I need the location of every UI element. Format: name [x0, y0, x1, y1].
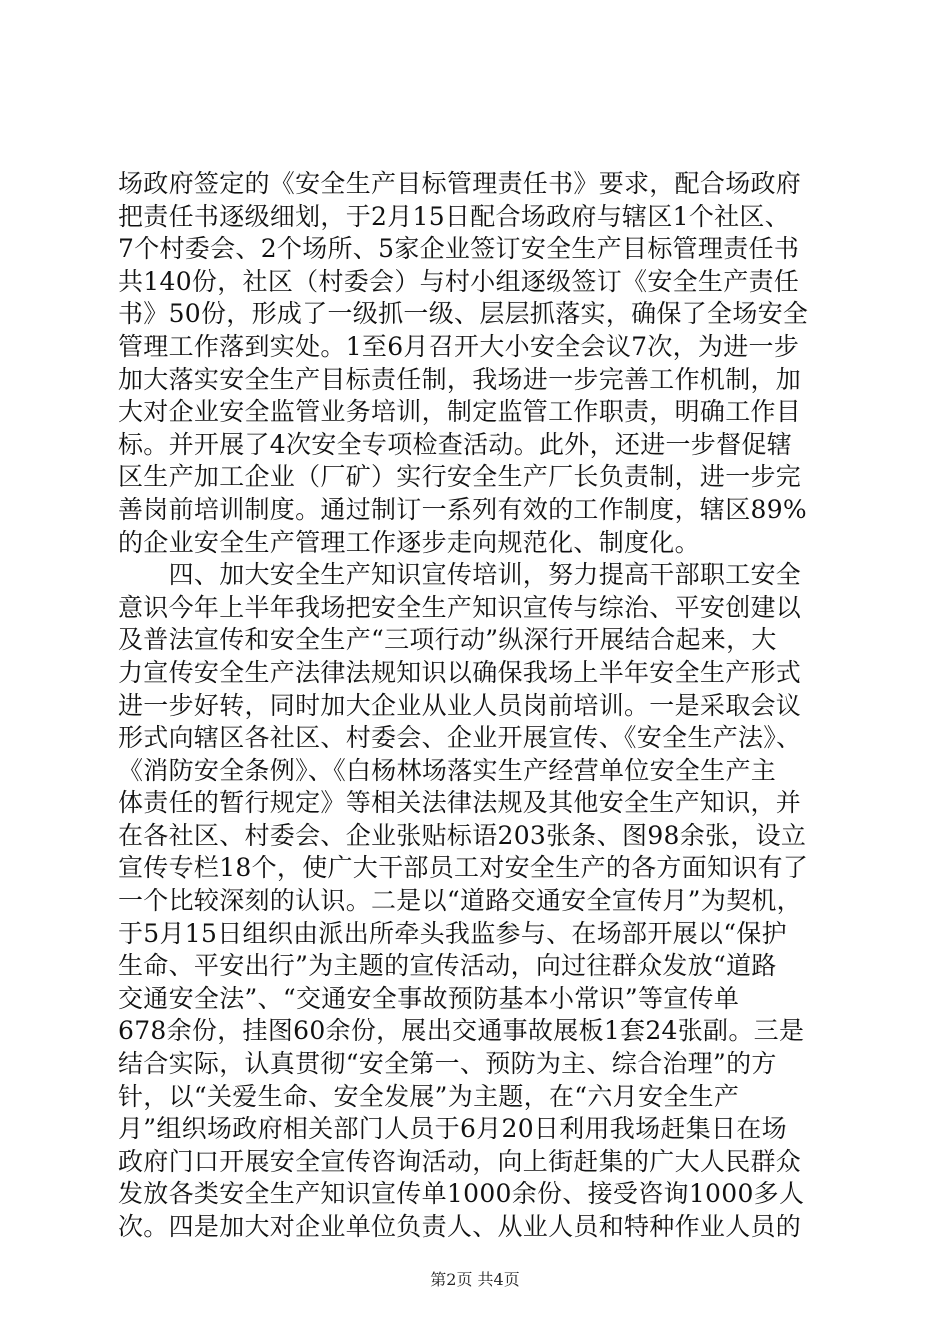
text-line: 于5月15日组织由派出所牵头我监参与、在场部开展以“保护 [118, 918, 787, 948]
text-line: 月”组织场政府相关部门人员于6月20日利用我场赶集日在场 [118, 1114, 787, 1144]
text-line: 次。四是加大对企业单位负责人、从业人员和特种作业人员的 [118, 1212, 802, 1241]
text-line: 意识今年上半年我场把安全生产知识宣传与综治、平安创建以 [118, 592, 802, 622]
text-line: 把责任书逐级细划，于2月15日配合场政府与辖区1个社区、 [118, 201, 791, 231]
text-line: 宣传专栏18个，使广大干部员工对安全生产的各方面知识有了 [118, 853, 809, 883]
text-line: 一个比较深刻的认识。二是以“道路交通安全宣传月”为契机， [118, 886, 802, 916]
text-line: 生命、平安出行”为主题的宣传活动，向过往群众发放“道路 [118, 951, 777, 981]
text-line: 管理工作落到实处。1至6月召开大小安全会议7次，为进一步 [118, 331, 800, 361]
text-line: 力宣传安全生产法律法规知识以确保我场上半年安全生产形式 [118, 657, 802, 687]
text-line: 体责任的暂行规定》等相关法律法规及其他安全生产知识，并 [118, 788, 802, 818]
text-line: 针，以“关爱生命、安全发展”为主题，在“六月安全生产 [118, 1081, 740, 1111]
text-line: 区生产加工企业（厂矿）实行安全生产厂长负责制，进一步完 [118, 462, 802, 492]
text-line: 四、加大安全生产知识宣传培训，努力提高干部职工安全 [118, 560, 802, 590]
text-line: 进一步好转，同时加大企业从业人员岗前培训。一是采取会议 [118, 690, 802, 720]
text-line: 在各社区、村委会、企业张贴标语203张条、图98余张，设立 [118, 820, 807, 850]
text-line: 标。并开展了4次安全专项检查活动。此外，还进一步督促辖 [118, 429, 793, 459]
text-line: 善岗前培训制度。通过制订一系列有效的工作制度，辖区89% [118, 494, 807, 524]
text-line: 形式向辖区各社区、村委会、企业开展宣传、《安全生产法》、 [118, 723, 802, 753]
text-line: 结合实际，认真贯彻“安全第一、预防为主、综合治理”的方 [118, 1049, 777, 1079]
text-line: 发放各类安全生产知识宣传单1000余份、接受咨询1000多人 [118, 1179, 805, 1209]
text-line: 678余份，挂图60余份，展出交通事故展板1套24张副。三是 [118, 1016, 805, 1046]
text-line: 政府门口开展安全宣传咨询活动，向上街赶集的广大人民群众 [118, 1146, 802, 1176]
text-line: 场政府签定的《安全生产目标管理责任书》要求，配合场政府 [118, 169, 802, 198]
text-line: 大对企业安全监管业务培训，制定监管工作职责，明确工作目 [118, 397, 802, 427]
text-line: 书》50份，形成了一级抓一级、层层抓落实，确保了全场安全 [118, 299, 809, 329]
page-footer: 第2页 共4页 [430, 1270, 520, 1289]
text-line: 7个村委会、2个场所、5家企业签订安全生产目标管理责任书 [118, 234, 800, 264]
document-body [118, 168, 838, 1244]
text-line: 加大落实安全生产目标责任制，我场进一步完善工作机制，加 [118, 364, 802, 394]
text-line: 交通安全法”、“交通安全事故预防基本小常识”等宣传单 [118, 983, 740, 1013]
text-line: 《消防安全条例》、《白杨林场落实生产经营单位安全生产主 [118, 755, 777, 785]
text-line: 的企业安全生产管理工作逐步走向规范化、制度化。 [118, 527, 700, 557]
text-line: 及普法宣传和安全生产“三项行动”纵深行开展结合起来，大 [118, 625, 777, 655]
text-line: 共140份，社区（村委会）与村小组逐级签订《安全生产责任 [118, 266, 800, 296]
